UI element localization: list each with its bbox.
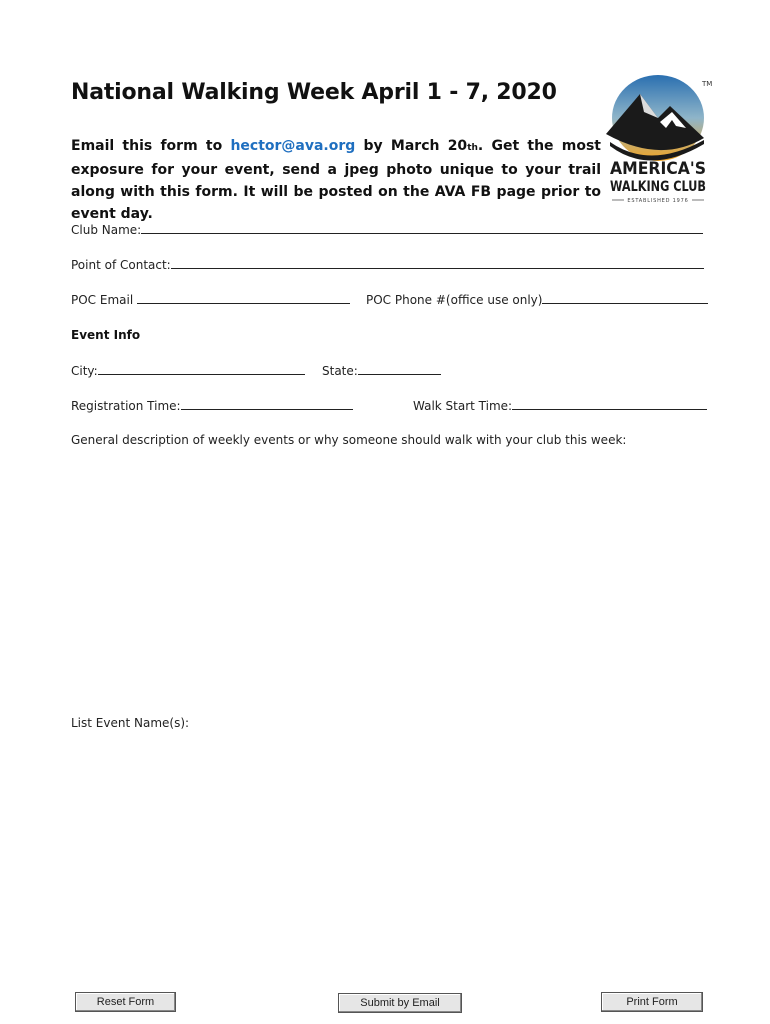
state-label: State: xyxy=(322,364,358,378)
intro-deadline: by March 20 xyxy=(355,138,468,154)
event-names-label: List Event Name(s): xyxy=(71,716,190,730)
event-info-heading: Event Info xyxy=(71,328,141,342)
city-input[interactable] xyxy=(98,363,305,375)
americas-walking-club-logo xyxy=(600,72,718,204)
registration-time-row xyxy=(71,398,353,413)
poc-phone-label: POC Phone #(office use only) xyxy=(366,293,543,307)
contact-email-link[interactable]: hector@ava.org xyxy=(230,138,356,154)
logo-established: ESTABLISHED 1976 xyxy=(627,198,689,204)
city-row xyxy=(71,363,305,378)
submit-by-email-button[interactable]: Submit by Email xyxy=(338,993,462,1013)
poc-input[interactable] xyxy=(171,257,704,269)
walk-start-row xyxy=(413,398,707,413)
state-input[interactable] xyxy=(358,363,441,375)
poc-email-row xyxy=(71,292,350,307)
poc-email-label: POC Email xyxy=(71,293,134,307)
intro-ordinal: th xyxy=(467,143,478,153)
poc-phone-row xyxy=(366,292,708,307)
poc-email-input[interactable] xyxy=(137,292,350,304)
logo-trademark: TM xyxy=(702,80,713,88)
state-row xyxy=(322,363,441,378)
registration-time-input[interactable] xyxy=(181,398,353,410)
intro-prefix: Email this form to xyxy=(71,138,231,154)
intro-text xyxy=(71,135,601,225)
club-name-label: Club Name: xyxy=(71,223,142,237)
logo-line-walking-club: WALKING CLUB xyxy=(610,179,706,195)
poc-row xyxy=(71,257,704,272)
club-name-row xyxy=(71,222,703,237)
poc-label: Point of Contact: xyxy=(71,258,171,272)
walk-start-label: Walk Start Time: xyxy=(413,399,513,413)
registration-time-label: Registration Time: xyxy=(71,399,181,413)
logo-line-americas: AMERICA'S xyxy=(610,159,706,179)
event-names-textarea[interactable] xyxy=(71,738,703,978)
description-textarea[interactable] xyxy=(71,455,703,705)
description-label: General description of weekly events or why someone should walk with your club this week: xyxy=(71,433,627,447)
city-label: City: xyxy=(71,364,98,378)
print-form-button[interactable]: Print Form xyxy=(601,992,703,1012)
page-title: National Walking Week April 1 - 7, 2020 xyxy=(71,80,557,105)
intro-instructions: . Get the most exposure for your event, send a jpeg photo unique to your trail along with this form. It will be posted on the AVA FB page prior to event day. xyxy=(71,138,601,222)
reset-form-button[interactable]: Reset Form xyxy=(75,992,176,1012)
club-name-input[interactable] xyxy=(141,222,703,234)
poc-phone-input[interactable] xyxy=(542,292,708,304)
walk-start-input[interactable] xyxy=(512,398,707,410)
